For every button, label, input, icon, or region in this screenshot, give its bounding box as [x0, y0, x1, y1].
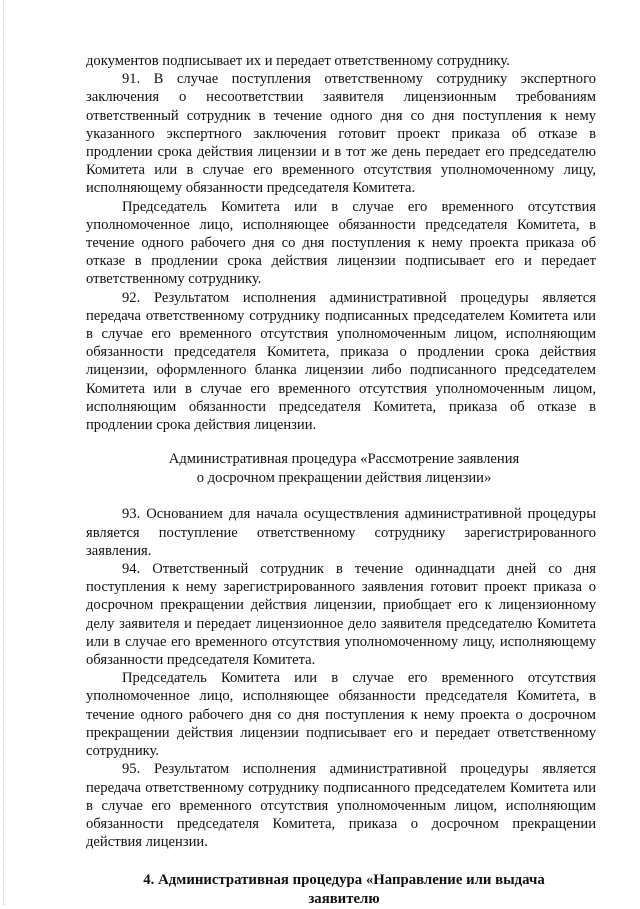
section-title — [86, 450, 596, 487]
paragraph-91-chairman: Председатель Комитета или в случае его временного отсутствия уполномоченное лицо, исполняющее обязанности председателя Комитета, в течение одного рабочего дня со дня поступления к нему проекта приказа об отказе в продлении срока действия лицензии подписывает его и передает ответственному сотруднику. — [86, 198, 596, 288]
section-gap — [86, 487, 596, 505]
paragraph-continuation: документов подписывает их и передает ответственному сотруднику. — [86, 53, 510, 69]
document-body — [86, 52, 596, 909]
scan-edge-line — [3, 0, 4, 905]
chapter-heading — [86, 871, 596, 909]
paragraph-92: 92. Результатом исполнения административной процедуры является передача ответственному сотруднику подписанных председателем Комитета или в случае его временного отсутствия уполномоченным лицом, исполняющим обязанности председателя Комитета, приказа о продлении срока действия лицензии, оформленного бланка лицензии либо подписанного председателем Комитета или в случае его временного отсутствия уполномоченным лицом, исполняющим обязанности председателя Комитета, приказа об отказе в продлении срока действия лицензии. — [86, 289, 596, 434]
chapter-heading-line-1: 4. Административная процедура «Направление или выдача — [143, 872, 545, 889]
chapter-heading-line-2: заявителю — [308, 891, 380, 908]
section-title-line-2: о досрочном прекращении действия лицензии» — [196, 469, 492, 486]
paragraph-95: 95. Результатом исполнения административной процедуры является передача ответственному сотруднику подписанного председателем Комитета или в случае его временного отсутствия уполномоченным лицом, исполняющим обязанности председателя Комитета, приказа о досрочном прекращении действия лицензии. — [86, 761, 596, 851]
paragraph-94-chairman: Председатель Комитета или в случае его временного отсутствия уполномоченное лицо, исполняющее обязанности председателя Комитета, в течение одного рабочего дня со дня поступления к нему проекта о досрочном прекращении действия лицензии подписывает его и передает ответственному сотруднику. — [86, 670, 596, 760]
section-title-line-1: Административная процедура «Рассмотрение заявления — [168, 451, 520, 468]
paragraph-93: 93. Основанием для начала осуществления административной процедуры является поступление ответственному сотруднику зарегистрированного заявления. — [86, 506, 596, 559]
paragraph-91: 91. В случае поступления ответственному сотруднику экспертного заключения о несоответствии заявителя лицензионным требованиям ответственный сотрудник в течение одного дня со дня поступления к нему указанного экспертного заключения готовит проект приказа об отказе в продлении срока действия лицензии и в тот же день передает его председателю Комитета или в случае его временного отсутствия уполномоченному лицу, исполняющему обязанности председателя Комитета. — [86, 71, 596, 197]
paragraph-94: 94. Ответственный сотрудник в течение одиннадцати дней со дня поступления к нему зарегистрированного заявления готовит проект приказа о досрочном прекращении действия лицензии, приобщает его к лицензионному делу заявителя и передает лицензионное дело заявителя председателю Комитета или в случае его временного отсутствия уполномоченному лицу, исполняющему обязанности председателя Комитета. — [86, 561, 596, 669]
